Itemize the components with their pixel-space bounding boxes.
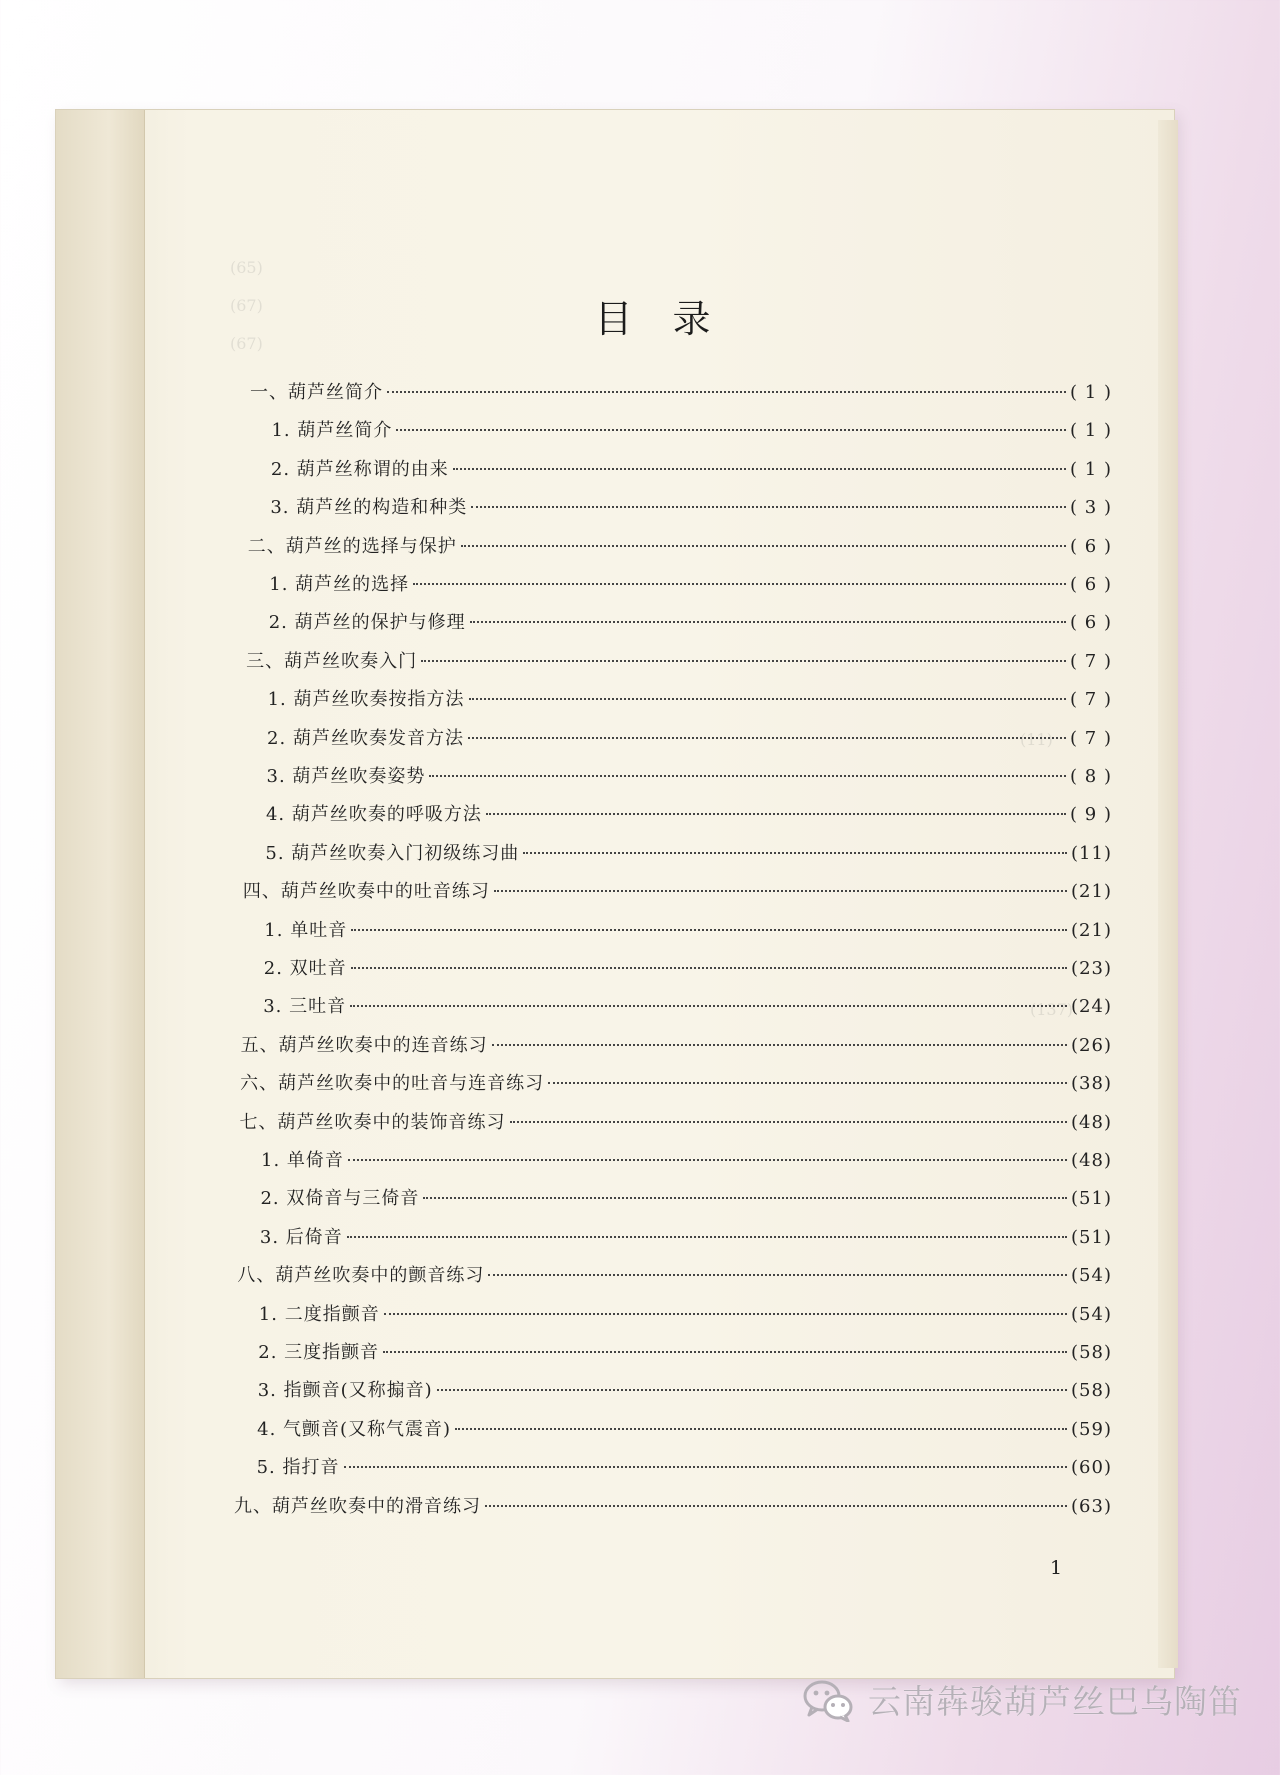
toc-page-ref: ( 9 ) bbox=[1070, 804, 1112, 826]
toc-page-ref: (54) bbox=[1071, 1265, 1112, 1287]
watermark bbox=[802, 1676, 1242, 1723]
page-number: 1 bbox=[1050, 1557, 1063, 1579]
bleed-through-text: (65) bbox=[230, 258, 263, 277]
book-spine bbox=[56, 110, 145, 1678]
toc-subsection-row bbox=[258, 1338, 1112, 1364]
toc-entry-title: 3. 指颤音(又称搧音) bbox=[257, 1380, 433, 1402]
toc-entry-title: 4. 气颤音(又称气震音) bbox=[257, 1418, 452, 1440]
toc-subsection-row bbox=[267, 724, 1112, 750]
toc-dot-leader bbox=[486, 813, 1066, 815]
toc-page-ref: (11) bbox=[1071, 842, 1112, 864]
toc-section-row bbox=[240, 1108, 1112, 1134]
toc-page-ref: ( 7 ) bbox=[1070, 650, 1112, 672]
toc-dot-leader bbox=[523, 852, 1067, 854]
toc-subsection-row bbox=[269, 608, 1112, 634]
toc-entry-title: 1. 单倚音 bbox=[261, 1150, 344, 1171]
toc-entry-title: 五、葫芦丝吹奏中的连音练习 bbox=[240, 1034, 488, 1056]
toc-dot-leader bbox=[384, 1313, 1067, 1315]
toc-entry-title: 四、葫芦丝吹奏中的吐音练习 bbox=[242, 881, 490, 903]
toc-section-row bbox=[234, 1492, 1112, 1518]
toc-entry-title: 九、葫芦丝吹奏中的滑音练习 bbox=[234, 1495, 482, 1517]
toc-dot-leader bbox=[470, 621, 1066, 623]
toc-page-ref: (24) bbox=[1071, 996, 1112, 1018]
toc-entry-title: 2. 三度指颤音 bbox=[258, 1342, 380, 1363]
toc-title: 目录 bbox=[594, 297, 751, 341]
toc-entry-title: 三、葫芦丝吹奏入门 bbox=[246, 650, 418, 672]
toc-entry-title: 3. 后倚音 bbox=[259, 1226, 343, 1248]
toc-section-row bbox=[243, 877, 1112, 903]
toc-dot-leader bbox=[510, 1121, 1067, 1123]
toc-page-ref: (51) bbox=[1071, 1188, 1112, 1210]
toc-page-ref: (21) bbox=[1071, 881, 1112, 903]
toc-section-row bbox=[250, 378, 1112, 404]
toc-dot-leader bbox=[396, 429, 1066, 431]
toc-subsection-row bbox=[270, 493, 1112, 519]
toc-entry-title: 六、葫芦丝吹奏中的吐音与连音练习 bbox=[240, 1073, 545, 1095]
watermark-text: 云南犇骏葫芦丝巴乌陶笛 bbox=[868, 1682, 1242, 1721]
toc-page-ref: ( 6 ) bbox=[1070, 612, 1112, 634]
toc-section-row bbox=[248, 532, 1112, 558]
toc-entry-title: 1. 二度指颤音 bbox=[258, 1303, 380, 1325]
page-edge bbox=[1158, 120, 1178, 1668]
toc-dot-leader bbox=[350, 1005, 1067, 1007]
bleed-through-text: (137) bbox=[1030, 1000, 1074, 1019]
toc-subsection-row bbox=[261, 1146, 1112, 1172]
toc-page-ref: (63) bbox=[1071, 1495, 1112, 1517]
toc-page-ref: (60) bbox=[1071, 1457, 1112, 1479]
toc-page-ref: (48) bbox=[1071, 1150, 1112, 1171]
toc-dot-leader bbox=[383, 1351, 1067, 1353]
toc-dot-leader bbox=[429, 775, 1066, 777]
toc-page-ref: (58) bbox=[1071, 1342, 1112, 1363]
toc-entry-title: 3. 三吐音 bbox=[263, 996, 347, 1018]
toc-entry-title: 1. 葫芦丝吹奏按指方法 bbox=[267, 689, 465, 711]
toc-subsection-row bbox=[266, 800, 1112, 826]
toc-page-ref: (58) bbox=[1071, 1380, 1112, 1402]
toc-page-ref: (21) bbox=[1071, 919, 1112, 941]
toc-page-ref: ( 6 ) bbox=[1070, 535, 1112, 557]
toc-page-ref: ( 8 ) bbox=[1070, 766, 1112, 787]
toc-entry-title: 5. 指打音 bbox=[256, 1457, 340, 1479]
toc-subsection-row bbox=[268, 685, 1112, 711]
toc-entry-title: 一、葫芦丝简介 bbox=[250, 382, 383, 403]
toc-entry-title: 2. 葫芦丝吹奏发音方法 bbox=[267, 727, 464, 749]
toc-section-row bbox=[246, 647, 1112, 673]
toc-page-ref: (38) bbox=[1071, 1073, 1112, 1095]
toc-entry-title: 4. 葫芦丝吹奏的呼吸方法 bbox=[265, 804, 482, 826]
toc-dot-leader bbox=[468, 737, 1066, 739]
toc-page-ref: ( 7 ) bbox=[1070, 727, 1112, 749]
toc-dot-leader bbox=[413, 583, 1066, 585]
toc-subsection-row bbox=[259, 1300, 1112, 1326]
toc-dot-leader bbox=[348, 1159, 1067, 1161]
toc-dot-leader bbox=[488, 1274, 1067, 1276]
bleed-through-text: (67) bbox=[230, 296, 263, 315]
toc-section-row bbox=[240, 1069, 1112, 1095]
toc-page-ref: (51) bbox=[1071, 1226, 1112, 1248]
toc-dot-leader bbox=[453, 468, 1066, 470]
toc-dot-leader bbox=[351, 967, 1067, 969]
toc-dot-leader bbox=[351, 929, 1067, 931]
toc-entry-title: 2. 葫芦丝称谓的由来 bbox=[270, 458, 449, 480]
toc-entry-title: 5. 葫芦丝吹奏入门初级练习曲 bbox=[265, 842, 520, 864]
toc-page-ref: ( 7 ) bbox=[1070, 689, 1112, 711]
toc-entry-title: 1. 单吐音 bbox=[264, 919, 348, 941]
toc-page-ref: (23) bbox=[1071, 958, 1112, 979]
toc-dot-leader bbox=[347, 1236, 1067, 1238]
toc-page-ref: (48) bbox=[1071, 1111, 1112, 1133]
toc-subsection-row bbox=[265, 839, 1112, 865]
bleed-through-text: (67) bbox=[230, 334, 263, 353]
toc-subsection-row bbox=[269, 570, 1112, 596]
toc-subsection-row bbox=[271, 416, 1112, 442]
toc-dot-leader bbox=[461, 545, 1066, 547]
toc-dot-leader bbox=[471, 506, 1066, 508]
toc-entry-title: 1. 葫芦丝的选择 bbox=[269, 574, 410, 595]
toc-dot-leader bbox=[344, 1466, 1068, 1468]
toc-entry-title: 3. 葫芦丝吹奏姿势 bbox=[266, 766, 426, 787]
toc-dot-leader bbox=[387, 391, 1066, 393]
toc-entry-title: 2. 葫芦丝的保护与修理 bbox=[268, 612, 466, 634]
toc-entry-title: 1. 葫芦丝简介 bbox=[271, 420, 393, 442]
toc-entry-title: 七、葫芦丝吹奏中的装饰音练习 bbox=[239, 1111, 506, 1133]
wechat-icon bbox=[802, 1678, 854, 1722]
toc-dot-leader bbox=[485, 1505, 1067, 1507]
toc-page-ref: ( 1 ) bbox=[1070, 382, 1112, 403]
toc-page-ref: ( 6 ) bbox=[1070, 574, 1112, 595]
toc-dot-leader bbox=[421, 660, 1066, 662]
toc-dot-leader bbox=[494, 890, 1067, 892]
toc-subsection-row bbox=[260, 1223, 1112, 1249]
toc-subsection-row bbox=[264, 954, 1112, 980]
toc-entry-title: 二、葫芦丝的选择与保护 bbox=[247, 535, 457, 557]
toc-subsection-row bbox=[260, 1184, 1112, 1210]
toc-dot-leader bbox=[437, 1389, 1067, 1391]
toc-subsection-row bbox=[257, 1453, 1112, 1479]
toc-subsection-row bbox=[263, 992, 1112, 1018]
toc-page-ref: ( 1 ) bbox=[1070, 420, 1112, 442]
toc-dot-leader bbox=[492, 1044, 1067, 1046]
toc-subsection-row bbox=[271, 455, 1112, 481]
toc-entry-title: 3. 葫芦丝的构造和种类 bbox=[270, 497, 468, 519]
toc-page-ref: ( 3 ) bbox=[1070, 497, 1112, 519]
toc-entry-title: 2. 双倚音与三倚音 bbox=[260, 1188, 420, 1210]
toc-entry-title: 八、葫芦丝吹奏中的颤音练习 bbox=[237, 1265, 485, 1287]
toc-section-row bbox=[237, 1261, 1112, 1287]
bleed-through-text: (11) bbox=[1020, 730, 1053, 749]
toc-section-row bbox=[241, 1031, 1112, 1057]
toc-page-ref: (59) bbox=[1071, 1418, 1112, 1440]
toc-dot-leader bbox=[455, 1428, 1067, 1430]
toc-subsection-row bbox=[264, 916, 1112, 942]
toc-entry-title: 2. 双吐音 bbox=[263, 958, 347, 979]
toc-dot-leader bbox=[548, 1082, 1067, 1084]
toc-page-ref: (26) bbox=[1071, 1034, 1112, 1056]
toc-subsection-row bbox=[258, 1376, 1112, 1402]
toc-dot-leader bbox=[423, 1197, 1067, 1199]
toc-page-ref: ( 1 ) bbox=[1070, 458, 1112, 480]
toc-page-ref: (54) bbox=[1071, 1303, 1112, 1325]
toc-subsection-row bbox=[267, 762, 1113, 788]
toc-subsection-row bbox=[257, 1415, 1112, 1441]
toc-dot-leader bbox=[469, 698, 1067, 700]
